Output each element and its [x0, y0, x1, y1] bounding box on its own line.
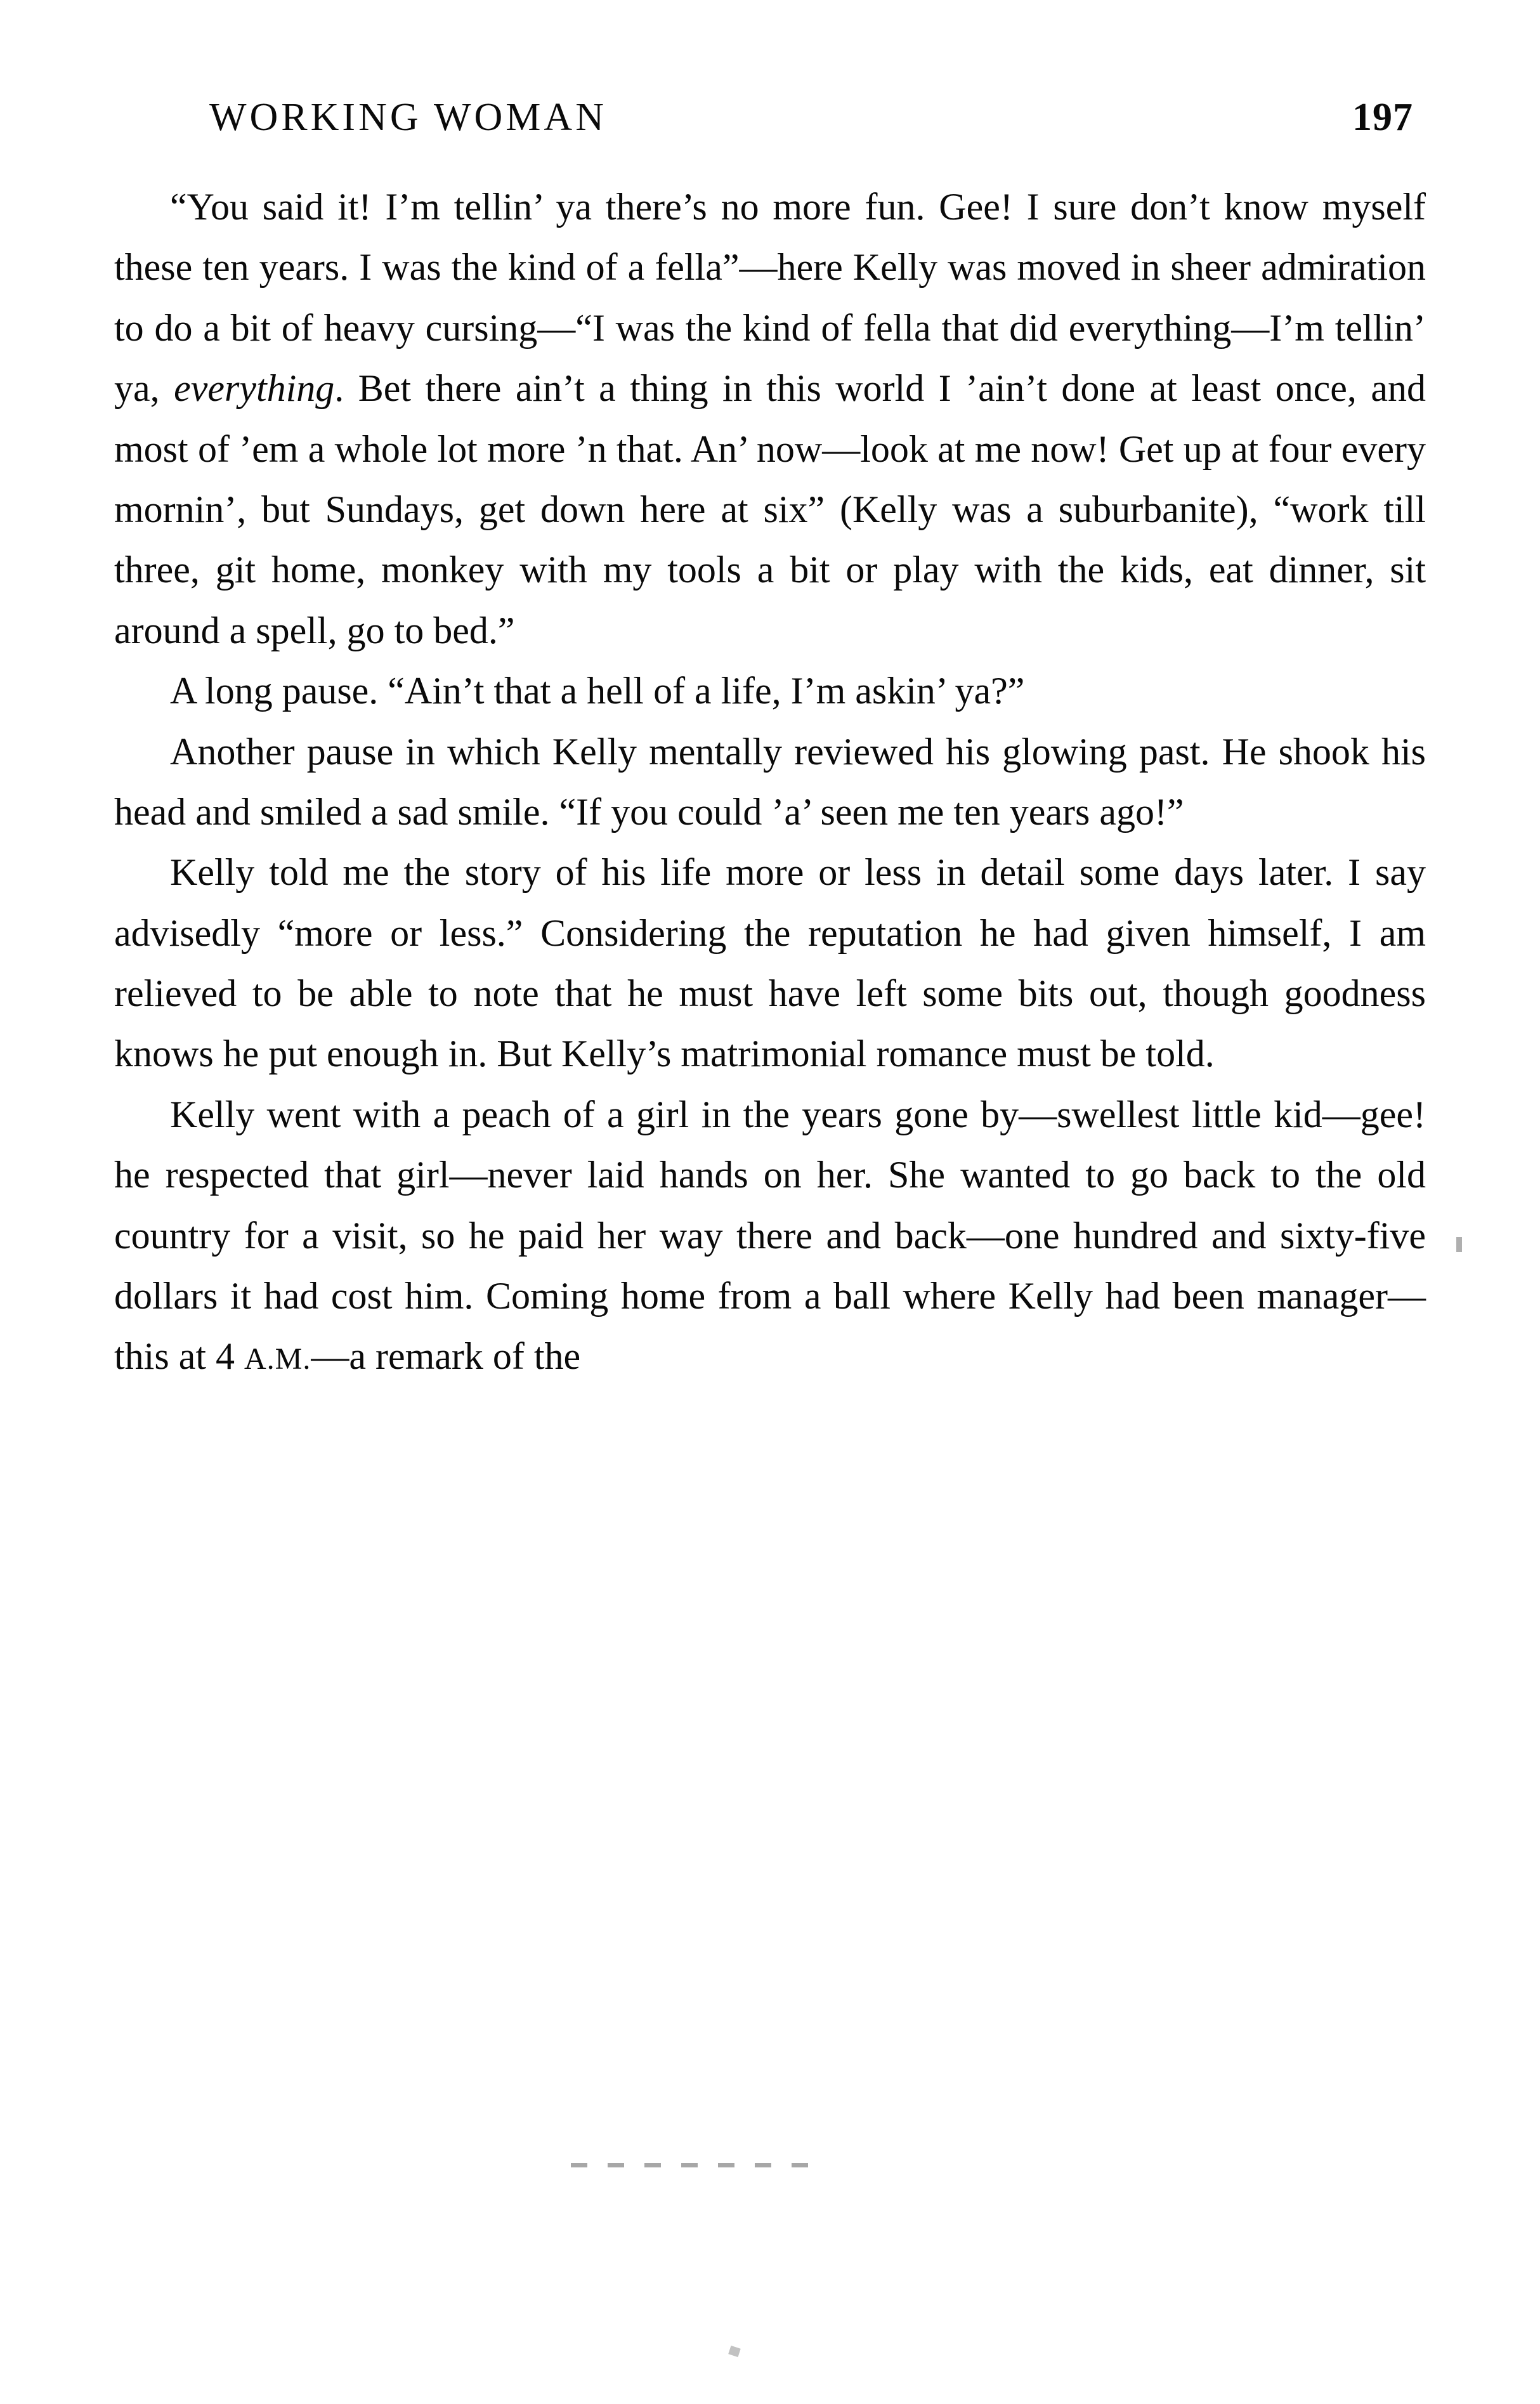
- paragraph-5-text: Kelly went with a peach of a girl in the years gone by—swellest little kid—gee! he respected that girl—never laid hands on her. She wanted to go back to the old country for a visit, so he paid her way there and back—one hundred and sixty-five dollars it had cost him. Coming home from a ball where Kelly had been manager—this at 4: [114, 1093, 1426, 1378]
- paragraph-1-text: “You said it! I’m tellin’ ya there’s no more fun. Gee! I sure don’t know myself these ten years. I was the kind of a fella”—here Kelly was moved in sheer admiration to do a bit of heavy cursing—“I was the kind of fella that did everything—I’m tellin’ ya,: [114, 186, 1426, 410]
- page-header: [114, 95, 1426, 140]
- page-content: [114, 95, 1426, 1387]
- page-number: 197: [1352, 96, 1413, 139]
- running-head: WORKING WOMAN: [209, 96, 607, 139]
- paragraph-1-italic-word: everything: [174, 367, 335, 410]
- paragraph-2-text: A long pause. “Ain’t that a hell of a life, I’m askin’ ya?”: [170, 670, 1025, 712]
- paragraph-3: [114, 722, 1426, 843]
- paragraph-1-text-continued: . Bet there ain’t a thing in this world I ’ain’t done at least once, and most of ’em a whole lot more ’n that. An’ now—look at me now! Get up at four every mornin’, but Sundays, get down here at six” (Kelly was a suburbanite), “work till three, git home, monkey with my tools a bit or play with the kids, eat dinner, sit around a spell, go to bed.”: [114, 367, 1426, 651]
- scan-speck-footer: [728, 2346, 741, 2357]
- paragraph-4: [114, 842, 1426, 1085]
- paragraph-5: [114, 1085, 1426, 1387]
- scan-speck-bottom-dashes: [571, 2163, 825, 2167]
- paragraph-3-text: Another pause in which Kelly mentally reviewed his glowing past. He shook his head and smiled a sad smile. “If you could ’a’ seen me ten years ago!”: [114, 730, 1426, 833]
- paragraph-4-text: Kelly told me the story of his life more or less in detail some days later. I say advisedly “more or less.” Considering the reputation he had given himself, I am relieved to be able to note that he must have left some bits out, though goodness knows he put enough in. But Kelly’s matrimonial romance must be told.: [114, 851, 1426, 1075]
- paragraph-5-small-caps: A.M.: [244, 1342, 311, 1376]
- body-text: [114, 177, 1426, 1387]
- paragraph-5-text-continued: —a remark of the: [311, 1335, 581, 1378]
- scan-speck-right: [1456, 1237, 1462, 1252]
- paragraph-2: [114, 661, 1426, 721]
- paragraph-1: [114, 177, 1426, 661]
